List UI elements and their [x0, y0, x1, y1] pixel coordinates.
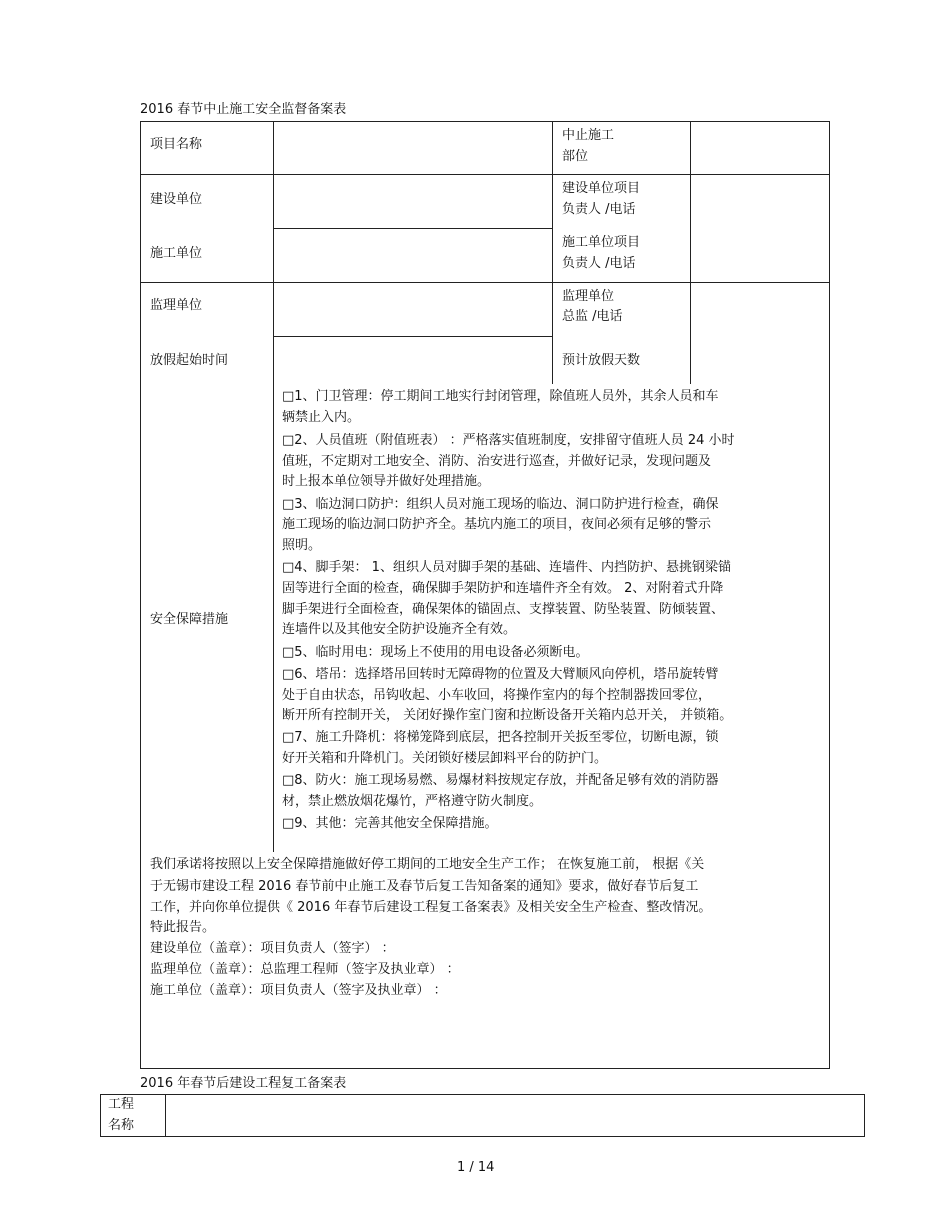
commitment-line: 于无锡市建设工程 2016 春节前中止施工及春节后复工告知备案的通知》要求，做好春节后复工: [150, 879, 699, 894]
super-contact-label: 监理单位: [562, 289, 615, 304]
signature-line-constr: 施工单位（盖章）：项目负责人（签字及执业章） ：: [150, 983, 447, 998]
build-contact-label-2: 负责人 /电话: [562, 202, 636, 217]
measure-line: □8、防火：施工现场易燃、易爆材料按规定存放，并配备足够有效的消防器: [282, 773, 719, 788]
measure-line: 断开所有控制开关， 关闭好操作室门窗和拉断设备开关箱内总开关， 并锁箱。: [282, 708, 733, 723]
measure-line: 照明。: [282, 538, 322, 553]
measure-line: 处于自由状态，吊钩收起、小车收回，将操作室内的每个控制器拨回零位，: [282, 688, 712, 703]
measure-line: □4、脚手架： 1、组织人员对脚手架的基础、连墙件、内挡防护、悬挑钢梁锚: [282, 560, 731, 575]
measure-line: 值班，不定期对工地安全、消防、治安进行巡查，并做好记录，发现问题及: [282, 454, 712, 469]
measure-line: 固等进行全面的检查，确保脚手架防护和连墙件齐全有效。 2、对附着式升降: [282, 581, 724, 596]
measure-line: 好开关箱和升降机门。关闭锁好楼层卸料平台的防护门。: [282, 751, 608, 766]
page-number: 1 / 14: [457, 1160, 495, 1175]
build-unit-label: 建设单位: [150, 192, 203, 207]
measure-line: 时上报本单位领导并做好处理措施。: [282, 474, 491, 489]
measure-line: 材，禁止燃放烟花爆竹，严格遵守防火制度。: [282, 794, 543, 809]
commitment-line: 工作，并向你单位提供《 2016 年春节后建设工程复工备案表》及相关安全生产检查、整改情况。: [150, 900, 712, 915]
measure-line: □3、临边洞口防护：组织人员对施工现场的临边、洞口防护进行检查，确保: [282, 497, 719, 512]
stop-part-label: 中止施工: [562, 128, 615, 143]
build-contact-label: 建设单位项目: [562, 181, 641, 196]
measure-line: □7、施工升降机：将梯笼降到底层，把各控制开关扳至零位，切断电源，锁: [282, 730, 719, 745]
signature-line-super: 监理单位（盖章）：总监理工程师（签字及执业章） ：: [150, 962, 460, 977]
measure-line: □9、其他：完善其他安全保障措施。: [282, 816, 498, 831]
commitment-line: 特此报告。: [150, 920, 216, 935]
signature-line-build: 建设单位（盖章）：项目负责人（签字） ：: [150, 941, 395, 956]
safety-measures-label: 安全保障措施: [150, 612, 229, 627]
holiday-start-label: 放假起始时间: [150, 353, 229, 368]
super-contact-label-2: 总监 /电话: [562, 309, 623, 324]
commitment-line: 我们承诺将按照以上安全保障措施做好停工期间的工地安全生产工作； 在恢复施工前， 根据《关: [150, 857, 705, 872]
super-unit-label: 监理单位: [150, 298, 203, 313]
stop-part-label-2: 部位: [562, 149, 589, 164]
measure-line: □5、临时用电：现场上不使用的用电设备必须断电。: [282, 645, 589, 660]
measure-line: 施工现场的临边洞口防护齐全。基坑内施工的项目，夜间必须有足够的警示: [282, 517, 712, 532]
constr-unit-label: 施工单位: [150, 246, 203, 261]
resume-form-title: 2016 年春节后建设工程复工备案表: [140, 1076, 347, 1091]
holiday-days-label: 预计放假天数: [562, 353, 641, 368]
project-name-cell-label-2: 名称: [108, 1118, 135, 1133]
constr-contact-label-2: 负责人 /电话: [562, 256, 636, 271]
measure-line: □2、人员值班（附值班表） ：严格落实值班制度，安排留守值班人员 24 小时: [282, 433, 735, 448]
project-name-cell-label: 工程: [108, 1097, 135, 1112]
measure-line: 连墙件以及其他安全防护设施齐全有效。: [282, 622, 517, 637]
project-name-label: 项目名称: [150, 137, 203, 152]
form-title: 2016 春节中止施工安全监督备案表: [140, 102, 347, 117]
measure-line: 脚手架进行全面检查，确保架体的锚固点、支撑装置、防坠装置、防倾装置、: [282, 602, 725, 617]
constr-contact-label: 施工单位项目: [562, 235, 641, 250]
measure-line: □6、塔吊：选择塔吊回转时无障碍物的位置及大臂顺风向停机，塔吊旋转臂: [282, 667, 719, 682]
measure-line: 辆禁止入内。: [282, 410, 361, 425]
measure-line: □1、门卫管理：停工期间工地实行封闭管理，除值班人员外，其余人员和车: [282, 389, 719, 404]
